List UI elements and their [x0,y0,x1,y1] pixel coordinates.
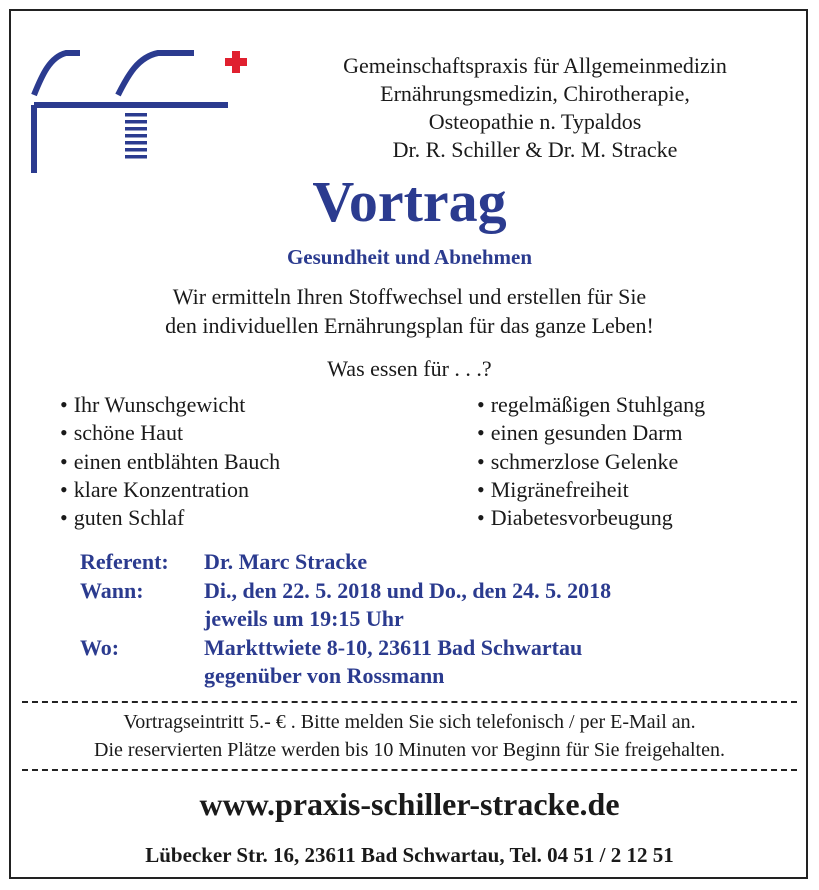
intro-text [0,282,819,340]
page-title: Vortrag [312,169,507,234]
bullet-list-right [477,391,705,532]
header-line: Dr. R. Schiller & Dr. M. Stracke [392,137,678,162]
practice-logo-icon [28,45,253,180]
list-item: • Diabetesvorbeugung [477,504,705,532]
referent-row [80,548,611,577]
wann-value: Di., den 22. 5. 2018 und Do., den 24. 5. 2018 [204,577,612,603]
wo-value: Markttwiete 8-10, 23611 Bad Schwartau [204,634,583,660]
list-item: • klare Konzentration [60,476,280,504]
note-line: Vortragseintritt 5.- € . Bitte melden Sie sich telefonisch / per E-Mail an. [123,711,696,733]
admission-note [0,708,819,764]
wo-hint-value: gegenüber von Rossmann [204,663,445,688]
divider [22,769,797,771]
header-line: Gemeinschaftspraxis für Allgemeinmedizin [343,53,727,78]
wann-label: Wann: [80,577,144,603]
header-line: Osteopathie n. Typaldos [428,109,642,134]
list-item: • Migränefreiheit [477,476,705,504]
intro-line: Wir ermitteln Ihren Stoffwechsel und erstellen für Sie [172,284,647,309]
wann-time-value: jeweils um 19:15 Uhr [204,606,404,631]
list-item: • einen gesunden Darm [477,419,705,447]
intro-line: den individuellen Ernährungsplan für das ganze Leben! [165,313,654,338]
wo-row [80,634,611,663]
note-line: Die reservierten Plätze werden bis 10 Minuten vor Beginn für Sie freigehalten. [94,739,725,761]
practice-header [268,52,802,164]
divider [22,701,797,703]
question-text: Was essen für . . .? [327,356,492,381]
referent-label: Referent: [80,549,169,574]
wann-time-row [80,605,611,634]
wo-label: Wo: [80,634,120,660]
list-item: • schmerzlose Gelenke [477,448,705,476]
list-item: • schöne Haut [60,419,280,447]
red-cross-icon [225,51,247,73]
page-subtitle: Gesundheit und Abnehmen [286,245,533,269]
wann-row [80,577,611,606]
header-line: Ernährungsmedizin, Chirotherapie, [380,81,690,106]
list-item: • guten Schlaf [60,504,280,532]
list-item: • einen entblähten Bauch [60,448,280,476]
referent-value: Dr. Marc Stracke [204,549,368,574]
wo-hint-row [80,662,611,691]
list-item: • Ihr Wunschgewicht [60,391,280,419]
event-details [80,548,611,691]
bullet-list-left [60,391,280,532]
list-item: • regelmäßigen Stuhlgang [477,391,705,419]
website-link[interactable]: www.praxis-schiller-stracke.de [199,786,620,822]
practice-address: Lübecker Str. 16, 23611 Bad Schwartau, Tel. 04 51 / 2 12 51 [145,843,674,867]
